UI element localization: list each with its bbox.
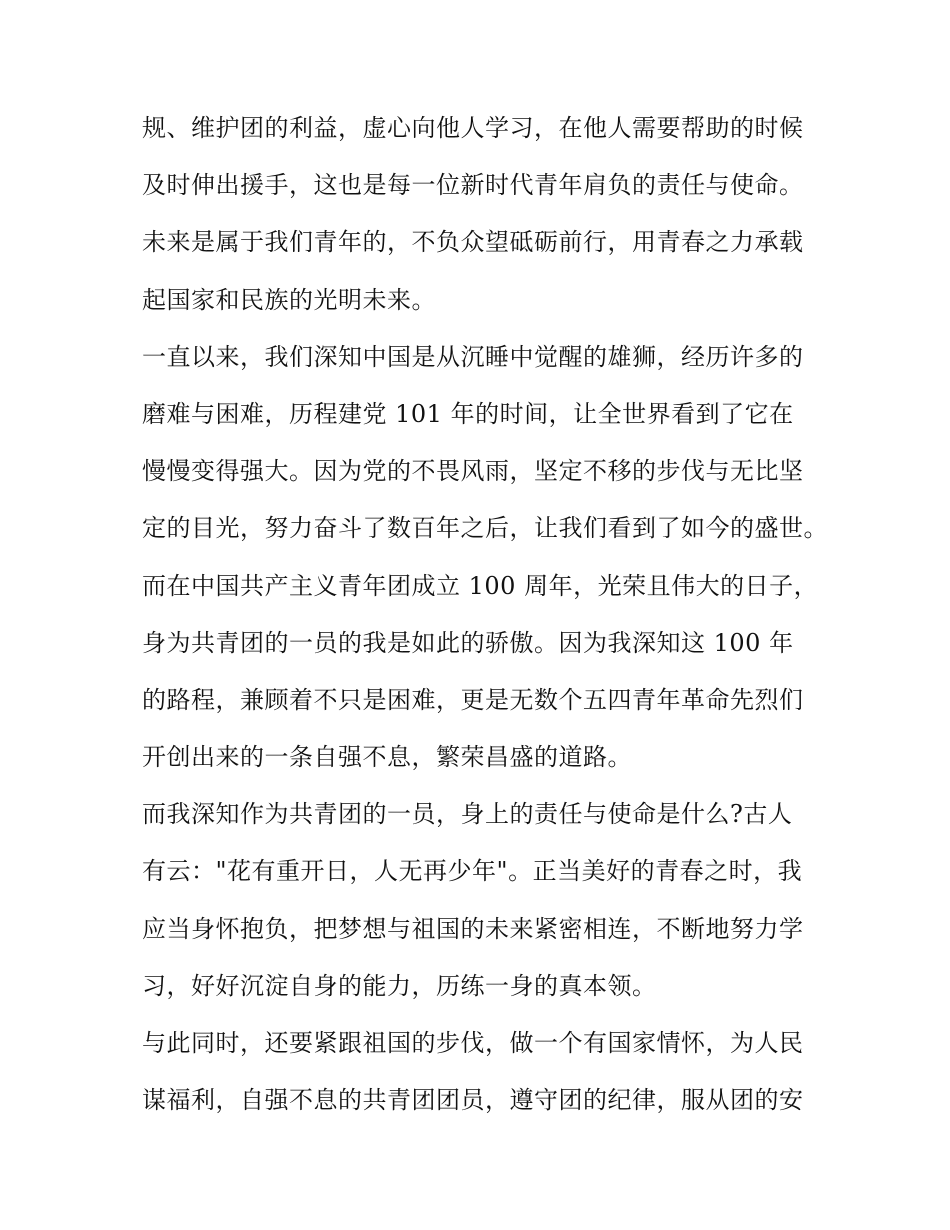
text-line-16: 习，好好沉淀自身的能力，历练一身的真本领。 xyxy=(142,971,657,1000)
text-line-10: 身为共青团的一员的我是如此的骄傲。因为我深知这 100 年 xyxy=(142,628,794,657)
text-line-4: 起国家和民族的光明未来。 xyxy=(142,285,436,314)
text-line-12: 开创出来的一条自强不息，繁荣昌盛的道路。 xyxy=(142,743,632,772)
text-line-18: 谋福利，自强不息的共青团团员，遵守团的纪律，服从团的安 xyxy=(142,1086,804,1115)
text-line-17: 与此同时，还要紧跟祖国的步伐，做一个有国家情怀，为人民 xyxy=(142,1029,804,1057)
text-line-6: 磨难与困难，历程建党 101 年的时间，让全世界看到了它在 xyxy=(142,399,794,428)
text-line-3: 未来是属于我们青年的，不负众望砥砺前行，用青春之力承载 xyxy=(142,228,804,257)
text-line-15: 应当身怀抱负，把梦想与祖国的未来紧密相连，不断地努力学 xyxy=(142,914,804,943)
text-line-2: 及时伸出援手，这也是每一位新时代青年肩负的责任与使命。 xyxy=(142,171,804,200)
text-line-13: 而我深知作为共青团的一员，身上的责任与使命是什么?古人 xyxy=(142,800,793,829)
text-line-14: 有云："花有重开日，人无再少年"。正当美好的青春之时，我 xyxy=(142,857,803,886)
text-line-1: 规、维护团的利益，虚心向他人学习，在他人需要帮助的时候 xyxy=(142,114,804,142)
text-line-8: 定的目光，努力奋斗了数百年之后，让我们看到了如今的盛世。 xyxy=(142,514,828,543)
text-line-5: 一直以来，我们深知中国是从沉睡中觉醒的雄狮，经历许多的 xyxy=(142,342,804,371)
document-body xyxy=(142,108,842,1137)
text-line-9: 而在中国共产主义青年团成立 100 周年，光荣且伟大的日子， xyxy=(142,571,819,600)
text-line-11: 的路程，兼顾着不只是困难，更是无数个五四青年革命先烈们 xyxy=(142,685,804,714)
text-line-7: 慢慢变得强大。因为党的不畏风雨，坚定不移的步伐与无比坚 xyxy=(142,457,804,486)
